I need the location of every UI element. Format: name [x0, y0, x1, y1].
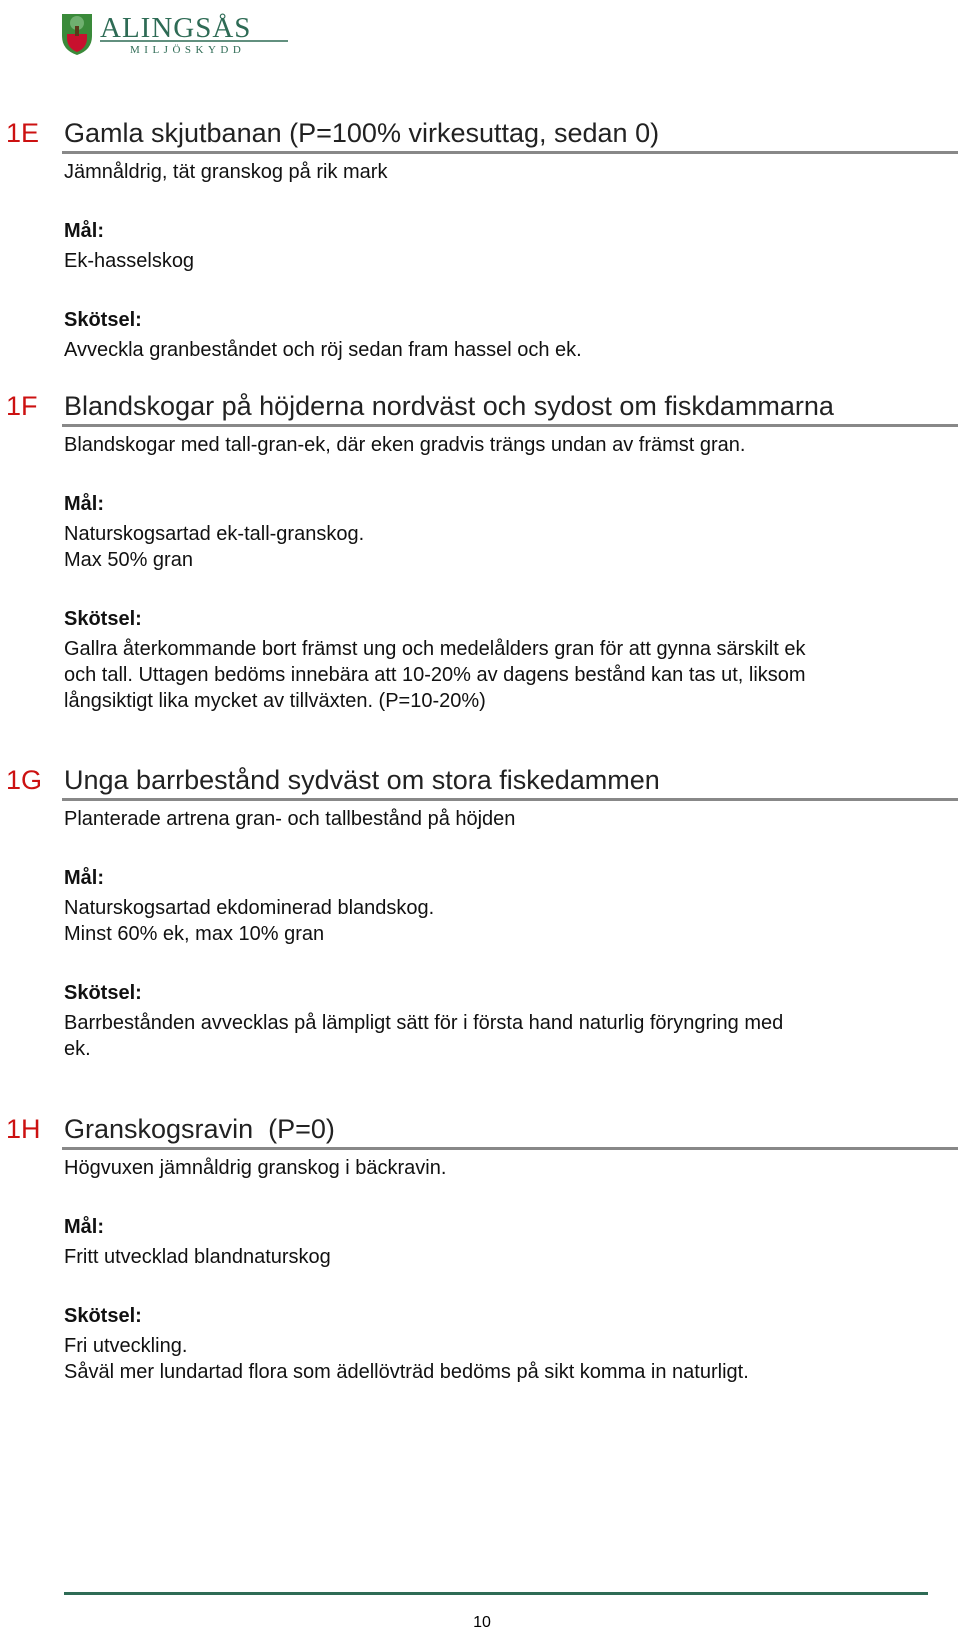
mal-label: Mål:: [64, 1216, 104, 1238]
section-description: Jämnåldrig, tät granskog på rik mark: [64, 161, 388, 183]
section-1f: [0, 386, 960, 712]
mal-text: Naturskogsartad ekdominerad blandskog.: [64, 897, 435, 919]
mal-text: Minst 60% ek, max 10% gran: [64, 923, 325, 945]
section-description: Högvuxen jämnåldrig granskog i bäckravin.: [64, 1157, 447, 1179]
section-divider: [62, 1147, 958, 1150]
section-header: [0, 1109, 960, 1157]
section-description: Blandskogar med tall-gran-ek, där eken gradvis trängs undan av främst gran.: [64, 434, 746, 456]
skotsel-text: Fri utveckling.: [64, 1335, 188, 1357]
mal-label: Mål:: [64, 220, 104, 242]
footer-divider: [64, 1592, 928, 1595]
skotsel-label: Skötsel:: [64, 608, 142, 630]
section-1h: [0, 1109, 960, 1383]
mal-text: Naturskogsartad ek-tall-granskog.: [64, 523, 365, 545]
section-code: 1F: [6, 391, 38, 421]
section-code: 1G: [6, 765, 43, 795]
section-code: 1E: [6, 118, 40, 148]
page-number: 10: [473, 1614, 491, 1631]
section-divider: [62, 798, 958, 801]
section-title: Gamla skjutbanan (P=100% virkesuttag, sedan 0): [64, 118, 660, 148]
mal-text: Fritt utvecklad blandnaturskog: [64, 1246, 331, 1268]
section-title: Unga barrbestånd sydväst om stora fiskedammen: [64, 765, 660, 795]
skotsel-text: Gallra återkommande bort främst ung och medelålders gran för att gynna särskilt ek: [64, 638, 806, 660]
skotsel-text: långsiktigt lika mycket av tillväxten. (P=10-20%): [64, 690, 486, 712]
section-divider: [62, 424, 958, 427]
section-1e: [0, 113, 960, 361]
section-divider: [62, 151, 958, 154]
mal-text: Max 50% gran: [64, 549, 193, 571]
section-header: [0, 760, 960, 808]
mal-text: Ek-hasselskog: [64, 250, 195, 272]
skotsel-text: och tall. Uttagen bedöms innebära att 10-20% av dagens bestånd kan tas ut, liksom: [64, 664, 806, 686]
section-title: Blandskogar på höjderna nordväst och sydost om fiskdammarna: [64, 391, 834, 421]
section-description: Planterade artrena gran- och tallbestånd på höjden: [64, 808, 516, 830]
section-code: 1H: [6, 1114, 41, 1144]
skotsel-label: Skötsel:: [64, 309, 142, 331]
skotsel-text: ek.: [64, 1038, 91, 1060]
coat-of-arms-icon: [62, 14, 92, 55]
section-1g: [0, 760, 960, 1060]
alingsas-logo: [62, 8, 302, 56]
mal-label: Mål:: [64, 493, 104, 515]
skotsel-label: Skötsel:: [64, 982, 142, 1004]
logo-wordmark: ALINGSÅS: [100, 12, 252, 44]
skotsel-text: Såväl mer lundartad flora som ädellövträd bedöms på sikt komma in naturligt.: [64, 1361, 749, 1383]
skotsel-label: Skötsel:: [64, 1305, 142, 1327]
section-header: [0, 386, 960, 434]
section-title: Granskogsravin (P=0): [64, 1114, 335, 1144]
section-header: [0, 113, 960, 161]
logo-subtitle: MILJÖSKYDD: [130, 44, 246, 56]
mal-label: Mål:: [64, 867, 104, 889]
skotsel-text: Barrbestånden avvecklas på lämpligt sätt för i första hand naturlig föryngring med: [64, 1012, 784, 1034]
skotsel-text: Avveckla granbeståndet och röj sedan fram hassel och ek.: [64, 339, 582, 361]
